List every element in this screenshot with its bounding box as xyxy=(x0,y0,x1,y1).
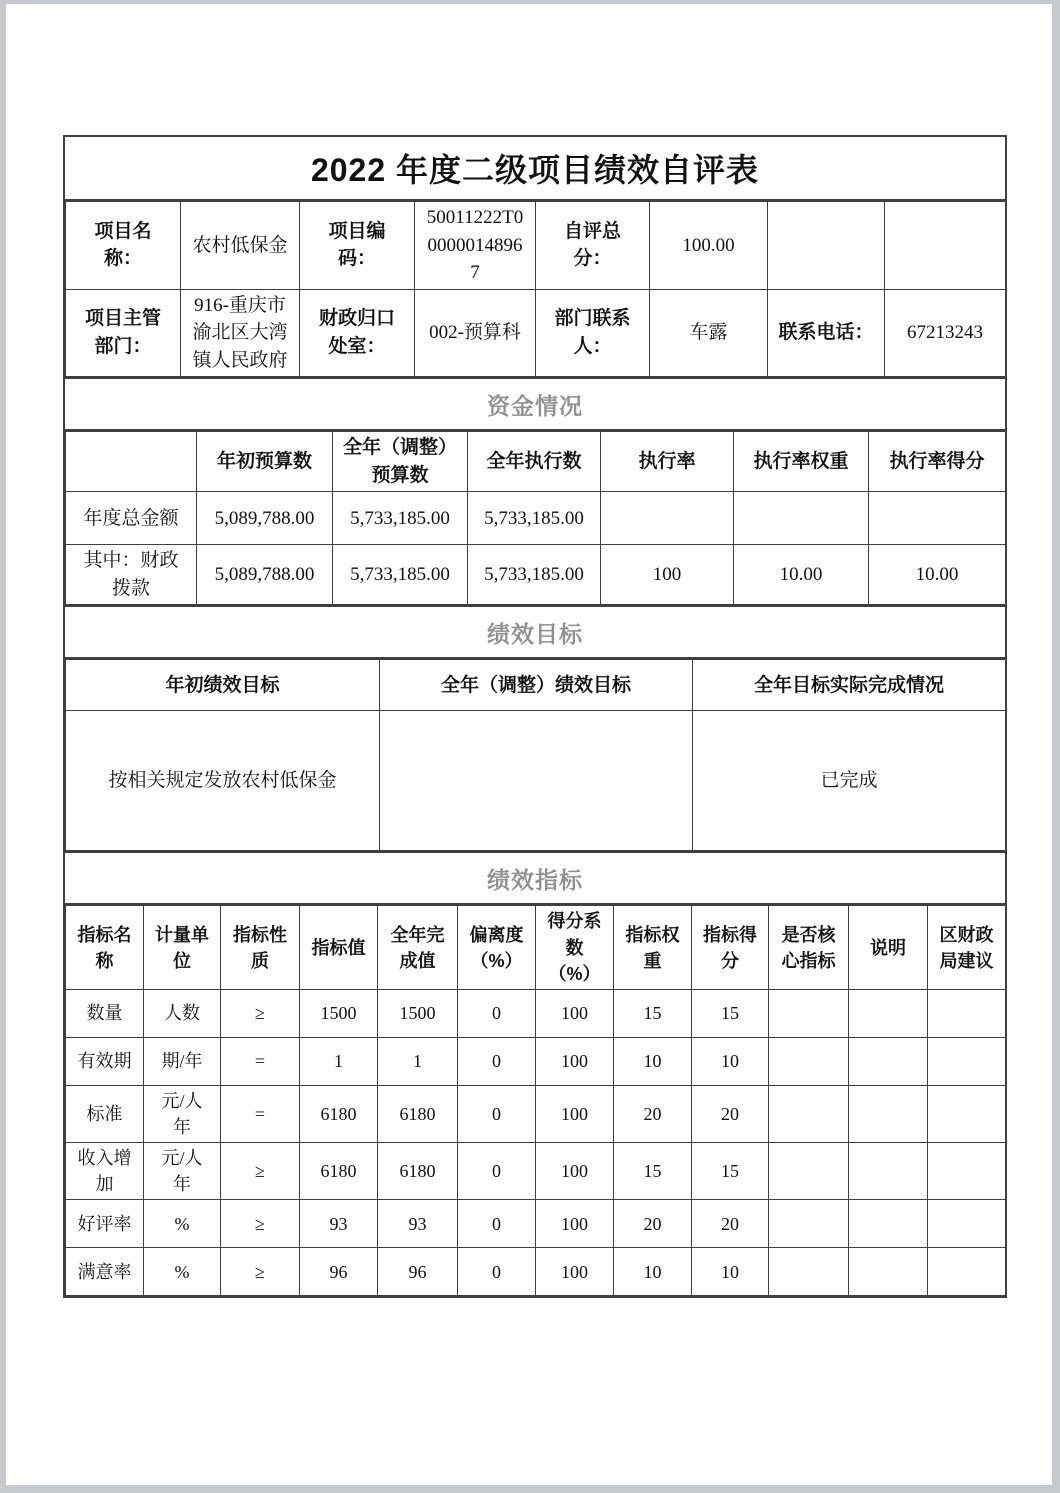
table-cell xyxy=(928,1248,1006,1296)
table-cell: 10 xyxy=(614,1037,692,1085)
report-table xyxy=(63,135,1007,1298)
row-label: 数量 xyxy=(66,989,144,1037)
section-header-indicators: 绩效指标 xyxy=(65,851,1005,905)
table-cell xyxy=(380,711,693,851)
document-title: 2022 年度二级项目绩效自评表 xyxy=(65,137,1005,201)
row-label: 其中：财政拨款 xyxy=(66,545,197,605)
table-cell: 1 xyxy=(378,1037,458,1085)
table-cell: % xyxy=(144,1248,221,1296)
column-header: 执行率权重 xyxy=(734,432,869,492)
finance-office-label: 财政归口处室： xyxy=(300,289,415,377)
table-cell: 100 xyxy=(601,545,734,605)
table-cell: 100 xyxy=(536,1037,614,1085)
table-cell: 15 xyxy=(614,989,692,1037)
indicator-row xyxy=(66,1142,1006,1199)
section-header-goals: 绩效目标 xyxy=(65,605,1005,659)
indicators-table xyxy=(65,905,1006,1296)
row-label: 好评率 xyxy=(66,1200,144,1248)
table-cell: 5,733,185.00 xyxy=(333,492,468,545)
indicators-header-row xyxy=(66,906,1006,989)
column-header xyxy=(66,432,197,492)
dept-label: 项目主管部门： xyxy=(66,289,181,377)
table-cell: 0 xyxy=(458,1085,536,1142)
table-cell xyxy=(849,1200,928,1248)
column-header: 指标权重 xyxy=(614,906,692,989)
table-cell xyxy=(869,492,1006,545)
table-cell: 5,733,185.00 xyxy=(468,545,601,605)
table-cell xyxy=(928,1037,1006,1085)
table-cell xyxy=(928,1085,1006,1142)
table-cell: 100 xyxy=(536,1200,614,1248)
funding-row-total xyxy=(66,492,1006,545)
table-cell: % xyxy=(144,1200,221,1248)
table-cell: 期/年 xyxy=(144,1037,221,1085)
table-cell xyxy=(769,1037,849,1085)
table-cell: 100 xyxy=(536,989,614,1037)
table-cell: 0 xyxy=(458,1248,536,1296)
contact-label: 部门联系人： xyxy=(536,289,650,377)
finance-office-value: 002-预算科 xyxy=(415,289,536,377)
column-header: 执行率得分 xyxy=(869,432,1006,492)
empty-cell xyxy=(768,202,885,290)
contact-value: 车露 xyxy=(650,289,768,377)
table-cell: 5,089,788.00 xyxy=(197,545,333,605)
table-cell: ≥ xyxy=(221,1142,300,1199)
table-cell: 5,089,788.00 xyxy=(197,492,333,545)
table-cell: = xyxy=(221,1085,300,1142)
row-label: 标准 xyxy=(66,1085,144,1142)
table-cell: 15 xyxy=(692,1142,769,1199)
table-cell: 10 xyxy=(614,1248,692,1296)
project-info-row-1 xyxy=(66,202,1006,290)
column-header: 计量单位 xyxy=(144,906,221,989)
table-cell xyxy=(769,1248,849,1296)
table-cell: 93 xyxy=(378,1200,458,1248)
project-name-value: 农村低保金 xyxy=(181,202,300,290)
indicator-row xyxy=(66,1248,1006,1296)
project-info-row-2 xyxy=(66,289,1006,377)
section-header-funding: 资金情况 xyxy=(65,377,1005,431)
table-cell: 元/人年 xyxy=(144,1142,221,1199)
phone-value: 67213243 xyxy=(885,289,1006,377)
project-info-table xyxy=(65,201,1006,377)
column-header: 偏离度（%） xyxy=(458,906,536,989)
table-cell: 按相关规定发放农村低保金 xyxy=(66,711,380,851)
column-header: 全年目标实际完成情况 xyxy=(693,660,1006,711)
column-header: 执行率 xyxy=(601,432,734,492)
funding-header-row xyxy=(66,432,1006,492)
table-cell: 20 xyxy=(614,1085,692,1142)
table-cell: 6180 xyxy=(300,1142,378,1199)
table-cell xyxy=(849,989,928,1037)
table-cell xyxy=(734,492,869,545)
project-code-value: 50011222T000000148967 xyxy=(415,202,536,290)
table-cell: 93 xyxy=(300,1200,378,1248)
column-header: 说明 xyxy=(849,906,928,989)
table-cell: 96 xyxy=(378,1248,458,1296)
column-header: 指标得分 xyxy=(692,906,769,989)
column-header: 是否核心指标 xyxy=(769,906,849,989)
table-cell: 100 xyxy=(536,1142,614,1199)
table-cell: 10 xyxy=(692,1248,769,1296)
table-cell: 5,733,185.00 xyxy=(468,492,601,545)
table-cell: ≥ xyxy=(221,989,300,1037)
table-cell: 1500 xyxy=(300,989,378,1037)
self-score-label: 自评总分： xyxy=(536,202,650,290)
table-cell: 15 xyxy=(614,1142,692,1199)
self-score-value: 100.00 xyxy=(650,202,768,290)
table-cell xyxy=(769,1200,849,1248)
dept-value: 916-重庆市渝北区大湾镇人民政府 xyxy=(181,289,300,377)
table-cell: 已完成 xyxy=(693,711,1006,851)
column-header: 全年（调整）绩效目标 xyxy=(380,660,693,711)
goals-table xyxy=(65,659,1006,851)
column-header: 全年执行数 xyxy=(468,432,601,492)
table-cell: 100 xyxy=(536,1248,614,1296)
table-cell: 96 xyxy=(300,1248,378,1296)
table-cell: 1 xyxy=(300,1037,378,1085)
table-cell xyxy=(769,1142,849,1199)
column-header: 全年完成值 xyxy=(378,906,458,989)
table-cell xyxy=(849,1248,928,1296)
indicator-row xyxy=(66,1037,1006,1085)
column-header: 全年（调整）预算数 xyxy=(333,432,468,492)
indicator-row xyxy=(66,1085,1006,1142)
table-cell: 20 xyxy=(614,1200,692,1248)
funding-row-fiscal xyxy=(66,545,1006,605)
indicator-row xyxy=(66,989,1006,1037)
table-cell: ≥ xyxy=(221,1248,300,1296)
column-header: 年初绩效目标 xyxy=(66,660,380,711)
table-cell xyxy=(928,1200,1006,1248)
row-label: 年度总金额 xyxy=(66,492,197,545)
row-label: 收入增加 xyxy=(66,1142,144,1199)
column-header: 年初预算数 xyxy=(197,432,333,492)
row-label: 有效期 xyxy=(66,1037,144,1085)
column-header: 指标名称 xyxy=(66,906,144,989)
table-cell: 0 xyxy=(458,989,536,1037)
table-cell xyxy=(849,1037,928,1085)
table-cell: 15 xyxy=(692,989,769,1037)
table-cell xyxy=(928,989,1006,1037)
project-name-label: 项目名称： xyxy=(66,202,181,290)
table-cell: 10 xyxy=(692,1037,769,1085)
table-cell: 10.00 xyxy=(734,545,869,605)
indicator-row xyxy=(66,1200,1006,1248)
table-cell: 人数 xyxy=(144,989,221,1037)
column-header: 指标值 xyxy=(300,906,378,989)
column-header: 得分系数（%） xyxy=(536,906,614,989)
table-cell: ≥ xyxy=(221,1200,300,1248)
table-cell: 5,733,185.00 xyxy=(333,545,468,605)
table-cell: 1500 xyxy=(378,989,458,1037)
empty-cell xyxy=(885,202,1006,290)
table-cell: 6180 xyxy=(378,1085,458,1142)
column-header: 区财政局建议 xyxy=(928,906,1006,989)
table-cell: 20 xyxy=(692,1085,769,1142)
table-cell: 元/人年 xyxy=(144,1085,221,1142)
table-cell xyxy=(601,492,734,545)
column-header: 指标性质 xyxy=(221,906,300,989)
table-cell: 6180 xyxy=(378,1142,458,1199)
table-cell: 0 xyxy=(458,1037,536,1085)
document-page xyxy=(6,4,1052,1485)
table-cell xyxy=(849,1142,928,1199)
table-cell: 0 xyxy=(458,1200,536,1248)
goals-content-row xyxy=(66,711,1006,851)
project-code-label: 项目编码： xyxy=(300,202,415,290)
goals-header-row xyxy=(66,660,1006,711)
row-label: 满意率 xyxy=(66,1248,144,1296)
table-cell xyxy=(928,1142,1006,1199)
table-cell: 10.00 xyxy=(869,545,1006,605)
table-cell xyxy=(769,989,849,1037)
table-cell: 100 xyxy=(536,1085,614,1142)
table-cell: 20 xyxy=(692,1200,769,1248)
table-cell: 0 xyxy=(458,1142,536,1199)
funding-table xyxy=(65,431,1006,605)
phone-label: 联系电话： xyxy=(768,289,885,377)
table-cell: 6180 xyxy=(300,1085,378,1142)
table-cell xyxy=(849,1085,928,1142)
table-cell xyxy=(769,1085,849,1142)
table-cell: = xyxy=(221,1037,300,1085)
